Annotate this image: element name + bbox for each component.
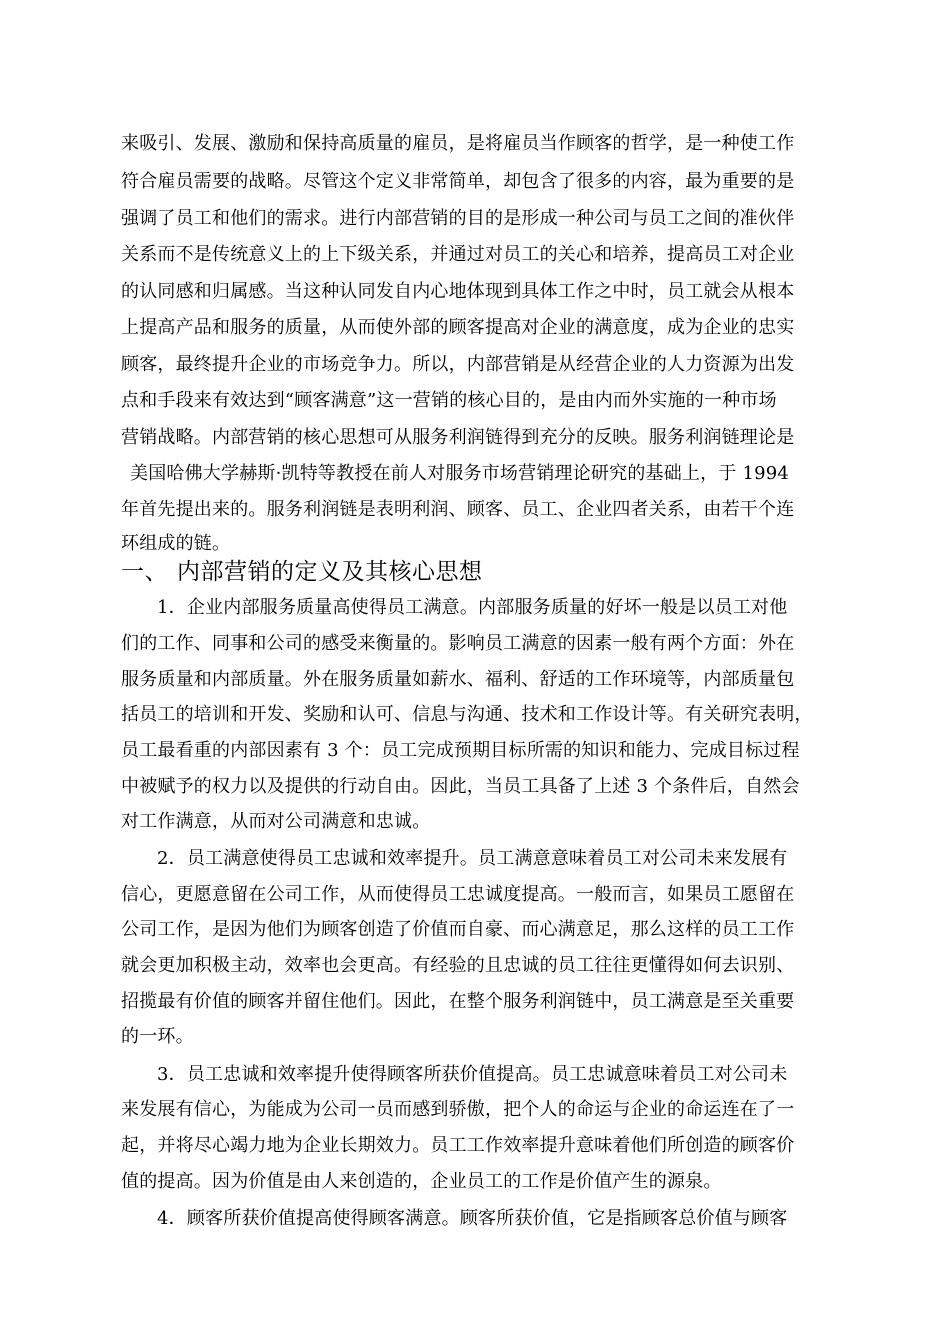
intro-line: 美国哈佛大学赫斯·凯特等教授在前人对服务市场营销理论研究的基础上，于 1994 bbox=[130, 463, 790, 484]
paragraph-1-line: 服务质量和内部质量。外在服务质量如薪水、福利、舒适的工作环境等，内部质量包 bbox=[121, 669, 795, 690]
paragraph-2-line: 的一环。 bbox=[121, 1026, 194, 1047]
intro-line: 的认同感和归属感。当这种认同发自内心地体现到具体工作之中时，员工就会从根本 bbox=[121, 281, 795, 302]
intro-line: 环组成的链。 bbox=[121, 533, 231, 554]
paragraph-1-line: 们的工作、同事和公司的感受来衡量的。影响员工满意的因素一般有两个方面：外在 bbox=[121, 633, 795, 654]
intro-line: 关系而不是传统意义上的上下级关系，并通过对员工的关心和培养，提高员工对企业 bbox=[121, 244, 795, 265]
paragraph-1-line: 中被赋予的权力以及提供的行动自由。因此，当员工具备了上述 3 个条件后，自然会 bbox=[121, 776, 800, 797]
paragraph-3-line: 起，并将尽心竭力地为企业长期效力。员工工作效率提升意味着他们所创造的顾客价 bbox=[121, 1135, 795, 1156]
intro-line: 顾客，最终提升企业的市场竞争力。所以，内部营销是从经营企业的人力资源为出发 bbox=[121, 354, 795, 375]
section-heading bbox=[121, 557, 483, 587]
intro-line: 营销战略。内部营销的核心思想可从服务利润链得到充分的反映。服务利润链理论是 bbox=[121, 427, 795, 448]
intro-line: 来吸引、发展、激励和保持高质量的雇员，是将雇员当作顾客的哲学，是一种使工作 bbox=[121, 133, 795, 154]
paragraph-3-line: 值的提高。因为价值是由人来创造的，企业员工的工作是价值产生的源泉。 bbox=[121, 1171, 722, 1192]
section-number: 一、 bbox=[121, 559, 168, 585]
section-title: 内部营销的定义及其核心思想 bbox=[177, 559, 483, 585]
paragraph-1-line: 员工最看重的内部因素有 3 个：员工完成预期目标所需的知识和能力、完成目标过程 bbox=[121, 740, 800, 761]
paragraph-2-line: 信心，更愿意留在公司工作，从而使得员工忠诚度提高。一般而言，如果员工愿留在 bbox=[121, 884, 795, 905]
paragraph-3-line: 3．员工忠诚和效率提升使得顾客所获价值提高。员工忠诚意味着员工对公司未 bbox=[157, 1064, 788, 1085]
intro-line: 点和手段来有效达到“顾客满意”这一营销的核心目的，是由内而外实施的一种市场 bbox=[121, 390, 777, 411]
intro-line: 年首先提出来的。服务利润链是表明利润、顾客、员工、企业四者关系，由若干个连 bbox=[121, 499, 795, 520]
intro-line: 强调了员工和他们的需求。进行内部营销的目的是形成一种公司与员工之间的准伙伴 bbox=[121, 208, 795, 229]
paragraph-4-line: 4．顾客所获价值提高使得顾客满意。顾客所获价值，它是指顾客总价值与顾客 bbox=[157, 1208, 788, 1229]
paragraph-3-line: 来发展有信心，为能成为公司一员而感到骄傲，把个人的命运与企业的命运连在了一 bbox=[121, 1099, 795, 1120]
intro-line: 符合雇员需要的战略。尽管这个定义非常简单，却包含了很多的内容，最为重要的是 bbox=[121, 171, 795, 192]
paragraph-2-line: 公司工作，是因为他们为顾客创造了价值而自豪、而心满意足，那么这样的员工工作 bbox=[121, 919, 795, 940]
paragraph-2-line: 就会更加积极主动，效率也会更高。有经验的且忠诚的员工往往更懂得如何去识别、 bbox=[121, 955, 795, 976]
paragraph-1-line: 括员工的培训和开发、奖励和认可、信息与沟通、技术和工作设计等。有关研究表明， bbox=[121, 704, 813, 725]
paragraph-1-line: 对工作满意，从而对公司满意和忠诚。 bbox=[121, 811, 431, 832]
paragraph-2-line: 招揽最有价值的顾客并留住他们。因此，在整个服务利润链中，员工满意是至关重要 bbox=[121, 991, 795, 1012]
paragraph-1-line: 1．企业内部服务质量高使得员工满意。内部服务质量的好坏一般是以员工对他 bbox=[157, 597, 788, 618]
paragraph-2-line: 2．员工满意使得员工忠诚和效率提升。员工满意意味着员工对公司未来发展有 bbox=[157, 848, 788, 869]
intro-line: 上提高产品和服务的质量，从而使外部的顾客提高对企业的满意度，成为企业的忠实 bbox=[121, 317, 795, 338]
